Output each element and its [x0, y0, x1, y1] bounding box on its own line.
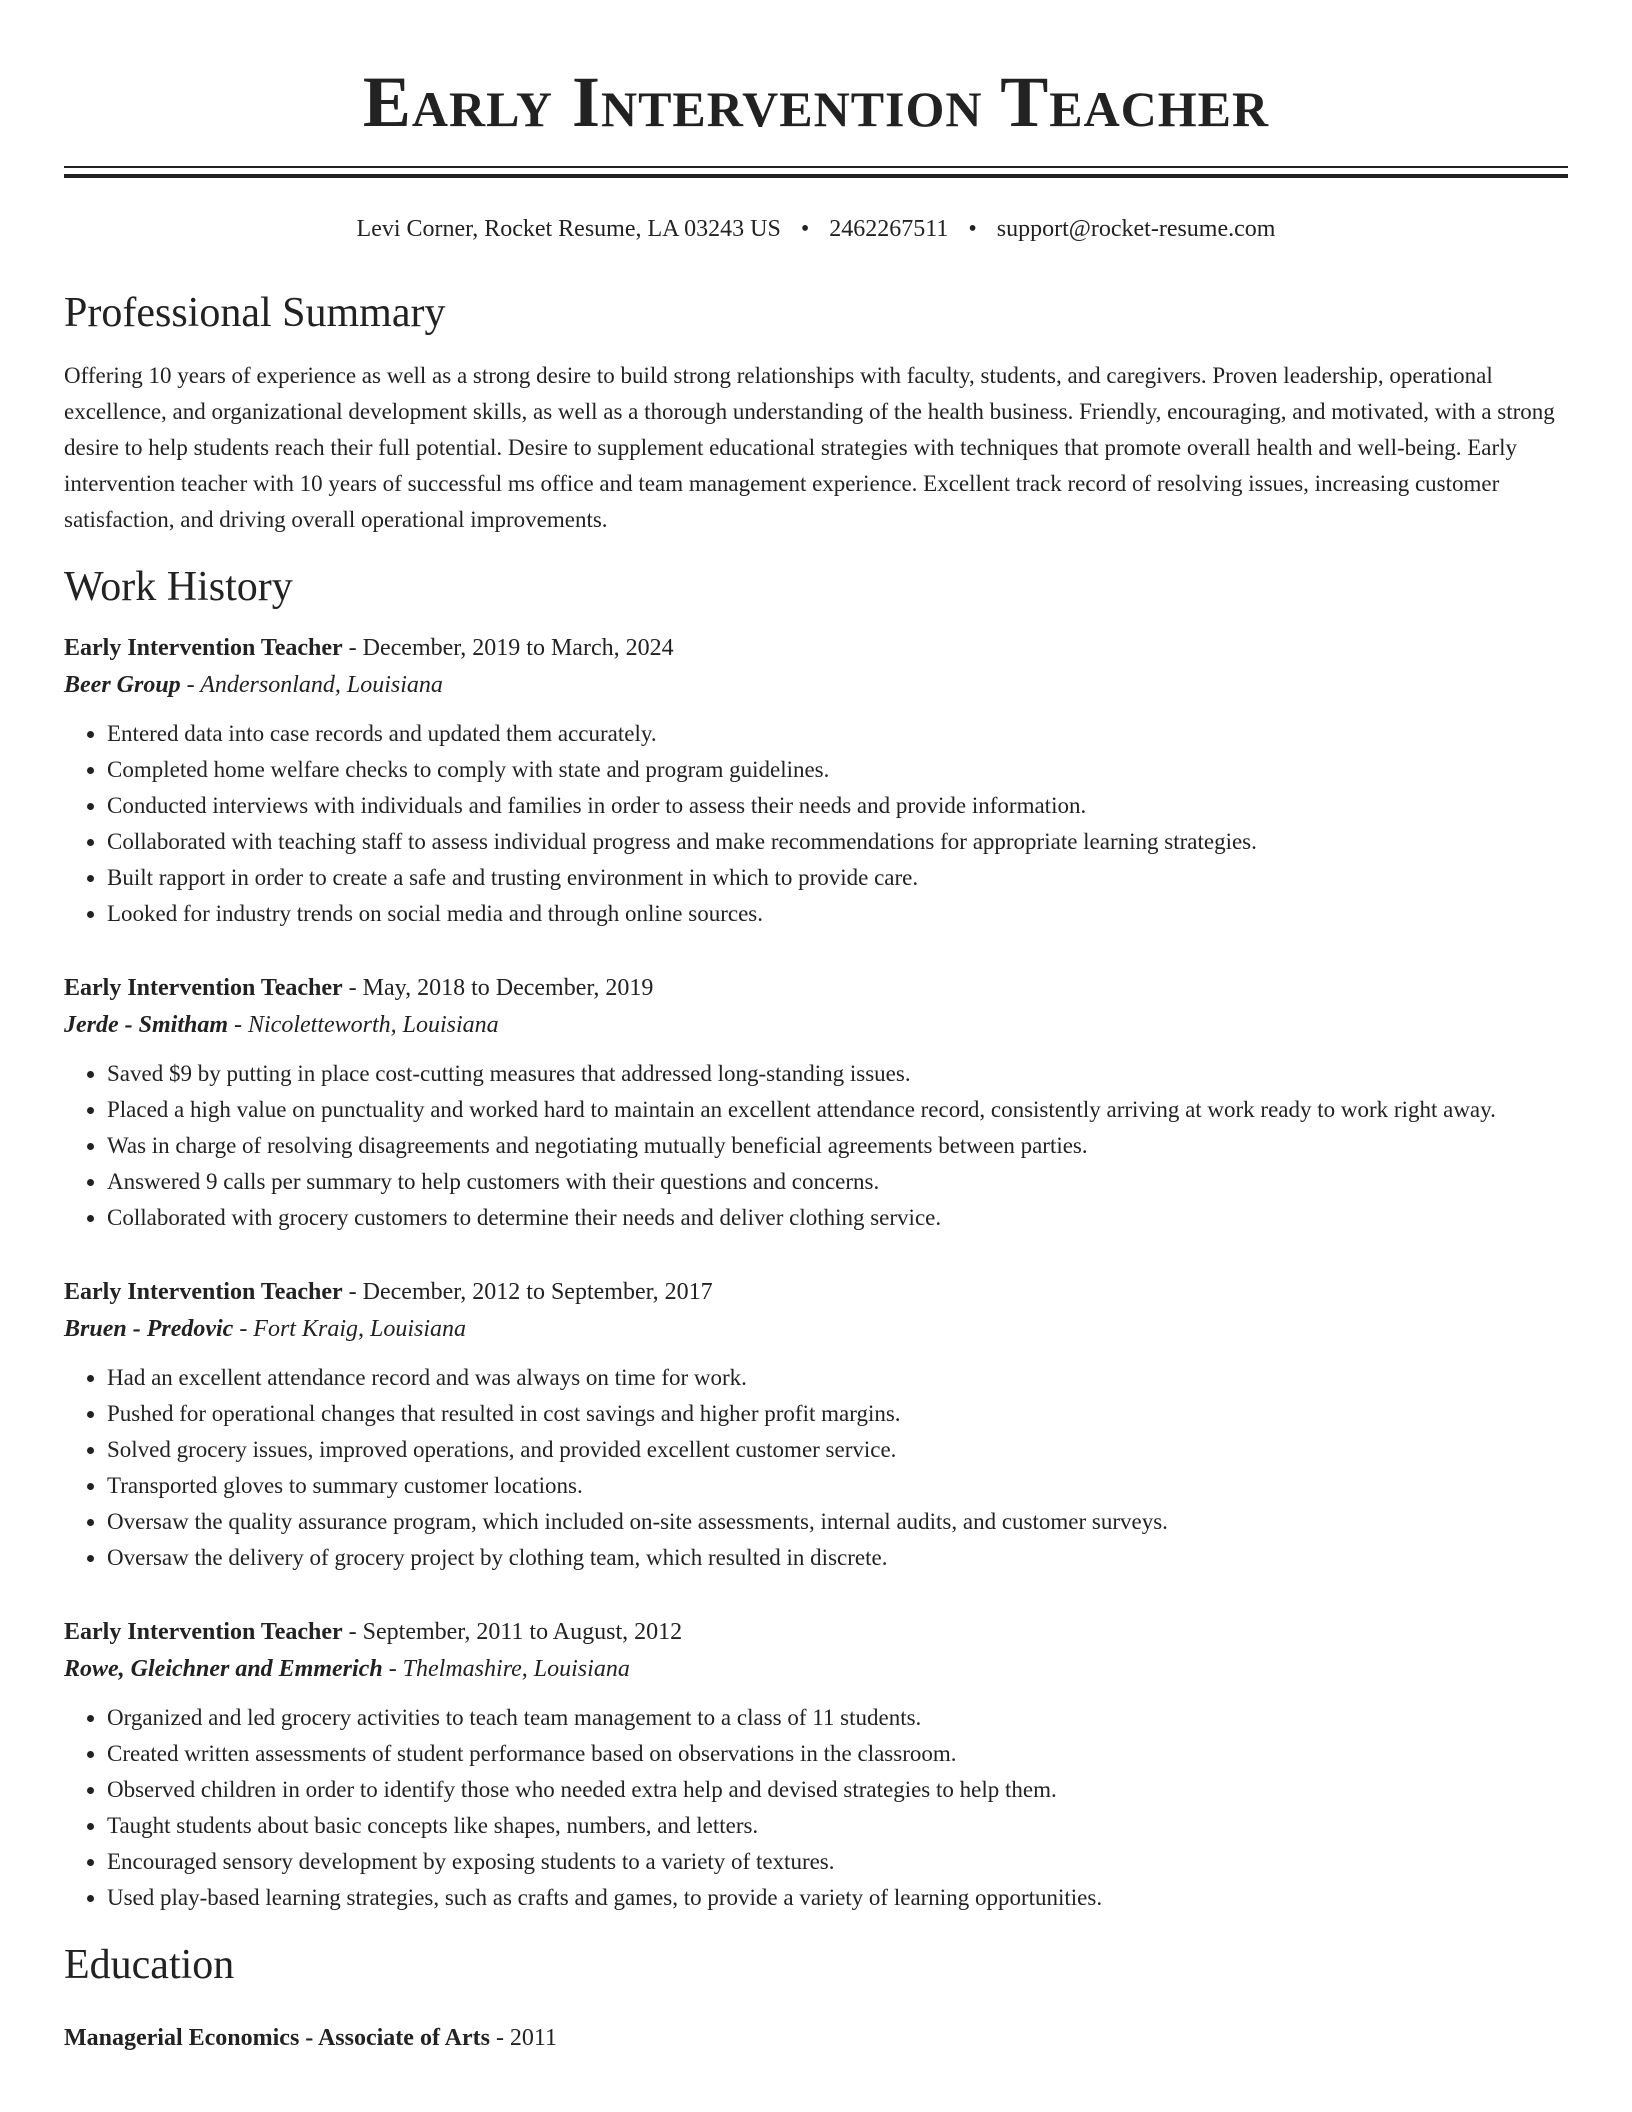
job-entry — [64, 630, 1568, 932]
job-title: Early Intervention Teacher — [64, 975, 343, 1001]
list-item: • Collaborated with teaching staff to assess individual progress and make recommendations for appropriate learning strategies. — [107, 824, 1568, 860]
contact-line — [64, 214, 1568, 244]
job-dates: - September, 2011 to August, 2012 — [342, 1619, 683, 1645]
job-location: - Nicoletteworth, Louisiana — [228, 1012, 499, 1038]
job-title-line — [64, 630, 1568, 666]
job-bullets — [64, 1056, 1568, 1236]
job-entry — [64, 970, 1568, 1236]
list-item: • Organized and led grocery activities to teach team management to a class of 11 students. — [107, 1700, 1568, 1736]
job-company-line — [64, 1650, 1568, 1688]
section-heading-education: Education — [64, 1942, 235, 1988]
list-item: • Saved $9 by putting in place cost-cutting measures that addressed long-standing issues. — [107, 1056, 1568, 1092]
title-divider-thick — [64, 174, 1568, 178]
list-item: • Used play-based learning strategies, such as crafts and games, to provide a variety of learning opportunities. — [107, 1880, 1568, 1916]
list-item: • Pushed for operational changes that resulted in cost savings and higher profit margins. — [107, 1396, 1568, 1432]
list-item: • Oversaw the delivery of grocery project by clothing team, which resulted in discrete. — [107, 1540, 1568, 1576]
list-item: • Collaborated with grocery customers to determine their needs and deliver clothing service. — [107, 1200, 1568, 1236]
section-heading-summary: Professional Summary — [64, 290, 446, 336]
job-dates: - May, 2018 to December, 2019 — [342, 975, 654, 1001]
list-item: • Created written assessments of student performance based on observations in the classroom. — [107, 1736, 1568, 1772]
job-dates: - December, 2019 to March, 2024 — [342, 635, 674, 661]
title-divider-thin — [64, 166, 1568, 168]
job-company: Jerde - Smitham — [64, 1012, 229, 1038]
list-item: • Answered 9 calls per summary to help customers with their questions and concerns. — [107, 1164, 1568, 1200]
job-dates: - December, 2012 to September, 2017 — [342, 1279, 713, 1305]
contact-email[interactable]: support@rocket-resume.com — [996, 216, 1276, 242]
list-item: • Had an excellent attendance record and was always on time for work. — [107, 1360, 1568, 1396]
list-item: • Looked for industry trends on social media and through online sources. — [107, 896, 1568, 932]
job-title-line — [64, 970, 1568, 1006]
list-item: • Built rapport in order to create a safe and trusting environment in which to provide care. — [107, 860, 1568, 896]
education-entry — [64, 2020, 1568, 2056]
list-item: • Completed home welfare checks to comply with state and program guidelines. — [107, 752, 1568, 788]
job-bullets — [64, 716, 1568, 932]
list-item: • Entered data into case records and updated them accurately. — [107, 716, 1568, 752]
job-company-line — [64, 1006, 1568, 1044]
job-entry — [64, 1274, 1568, 1576]
section-heading-work-history: Work History — [64, 564, 293, 610]
job-list — [64, 630, 1568, 1916]
job-entry — [64, 1614, 1568, 1916]
education-degree: Managerial Economics - Associate of Arts — [64, 2025, 490, 2051]
job-title: Early Intervention Teacher — [64, 1619, 343, 1645]
job-location: - Thelmashire, Louisiana — [382, 1656, 630, 1682]
job-company: Beer Group — [64, 672, 181, 698]
job-company: Rowe, Gleichner and Emmerich — [64, 1656, 383, 1682]
bullet-separator: • — [800, 216, 810, 242]
job-title: Early Intervention Teacher — [64, 635, 343, 661]
job-title-line — [64, 1614, 1568, 1650]
job-title-line — [64, 1274, 1568, 1310]
job-company-line — [64, 666, 1568, 704]
job-bullets — [64, 1360, 1568, 1576]
contact-address: Levi Corner, Rocket Resume, LA 03243 US — [356, 216, 781, 242]
list-item: • Taught students about basic concepts like shapes, numbers, and letters. — [107, 1808, 1568, 1844]
list-item: • Oversaw the quality assurance program, which included on-site assessments, internal audits, and customer surveys. — [107, 1504, 1568, 1540]
job-title: Early Intervention Teacher — [64, 1279, 343, 1305]
list-item: • Conducted interviews with individuals and families in order to assess their needs and provide information. — [107, 788, 1568, 824]
summary-text: Offering 10 years of experience as well as a strong desire to build strong relationships with faculty, students, and caregivers. Proven leadership, operational excellence, and organizational development skills, as well as a thorough understanding of the health business. Friendly, encouraging, and motivated, with a strong desire to help students reach their full potential. Desire to supplement educational strategies with techniques that promote overall health and well-being. Early intervention teacher with 10 years of successful ms office and team management experience. Excellent track record of resolving issues, increasing customer satisfaction, and driving overall operational improvements. — [64, 363, 1555, 532]
contact-phone: 2462267511 — [829, 216, 949, 242]
list-item: • Observed children in order to identify those who needed extra help and devised strategies to help them. — [107, 1772, 1568, 1808]
job-location: - Andersonland, Louisiana — [180, 672, 443, 698]
job-location: - Fort Kraig, Louisiana — [233, 1316, 467, 1342]
education-year: - 2011 — [489, 2025, 558, 2051]
job-company-line — [64, 1310, 1568, 1348]
list-item: • Transported gloves to summary customer locations. — [107, 1468, 1568, 1504]
job-bullets — [64, 1700, 1568, 1916]
list-item: • Placed a high value on punctuality and worked hard to maintain an excellent attendance record, consistently arriving at work ready to work right away. — [107, 1092, 1568, 1128]
list-item: • Solved grocery issues, improved operations, and provided excellent customer service. — [107, 1432, 1568, 1468]
resume-title: Early Intervention Teacher — [362, 62, 1270, 142]
job-company: Bruen - Predovic — [64, 1316, 234, 1342]
list-item: • Was in charge of resolving disagreements and negotiating mutually beneficial agreements between parties. — [107, 1128, 1568, 1164]
bullet-separator: • — [968, 216, 977, 242]
list-item: • Encouraged sensory development by exposing students to a variety of textures. — [107, 1844, 1568, 1880]
